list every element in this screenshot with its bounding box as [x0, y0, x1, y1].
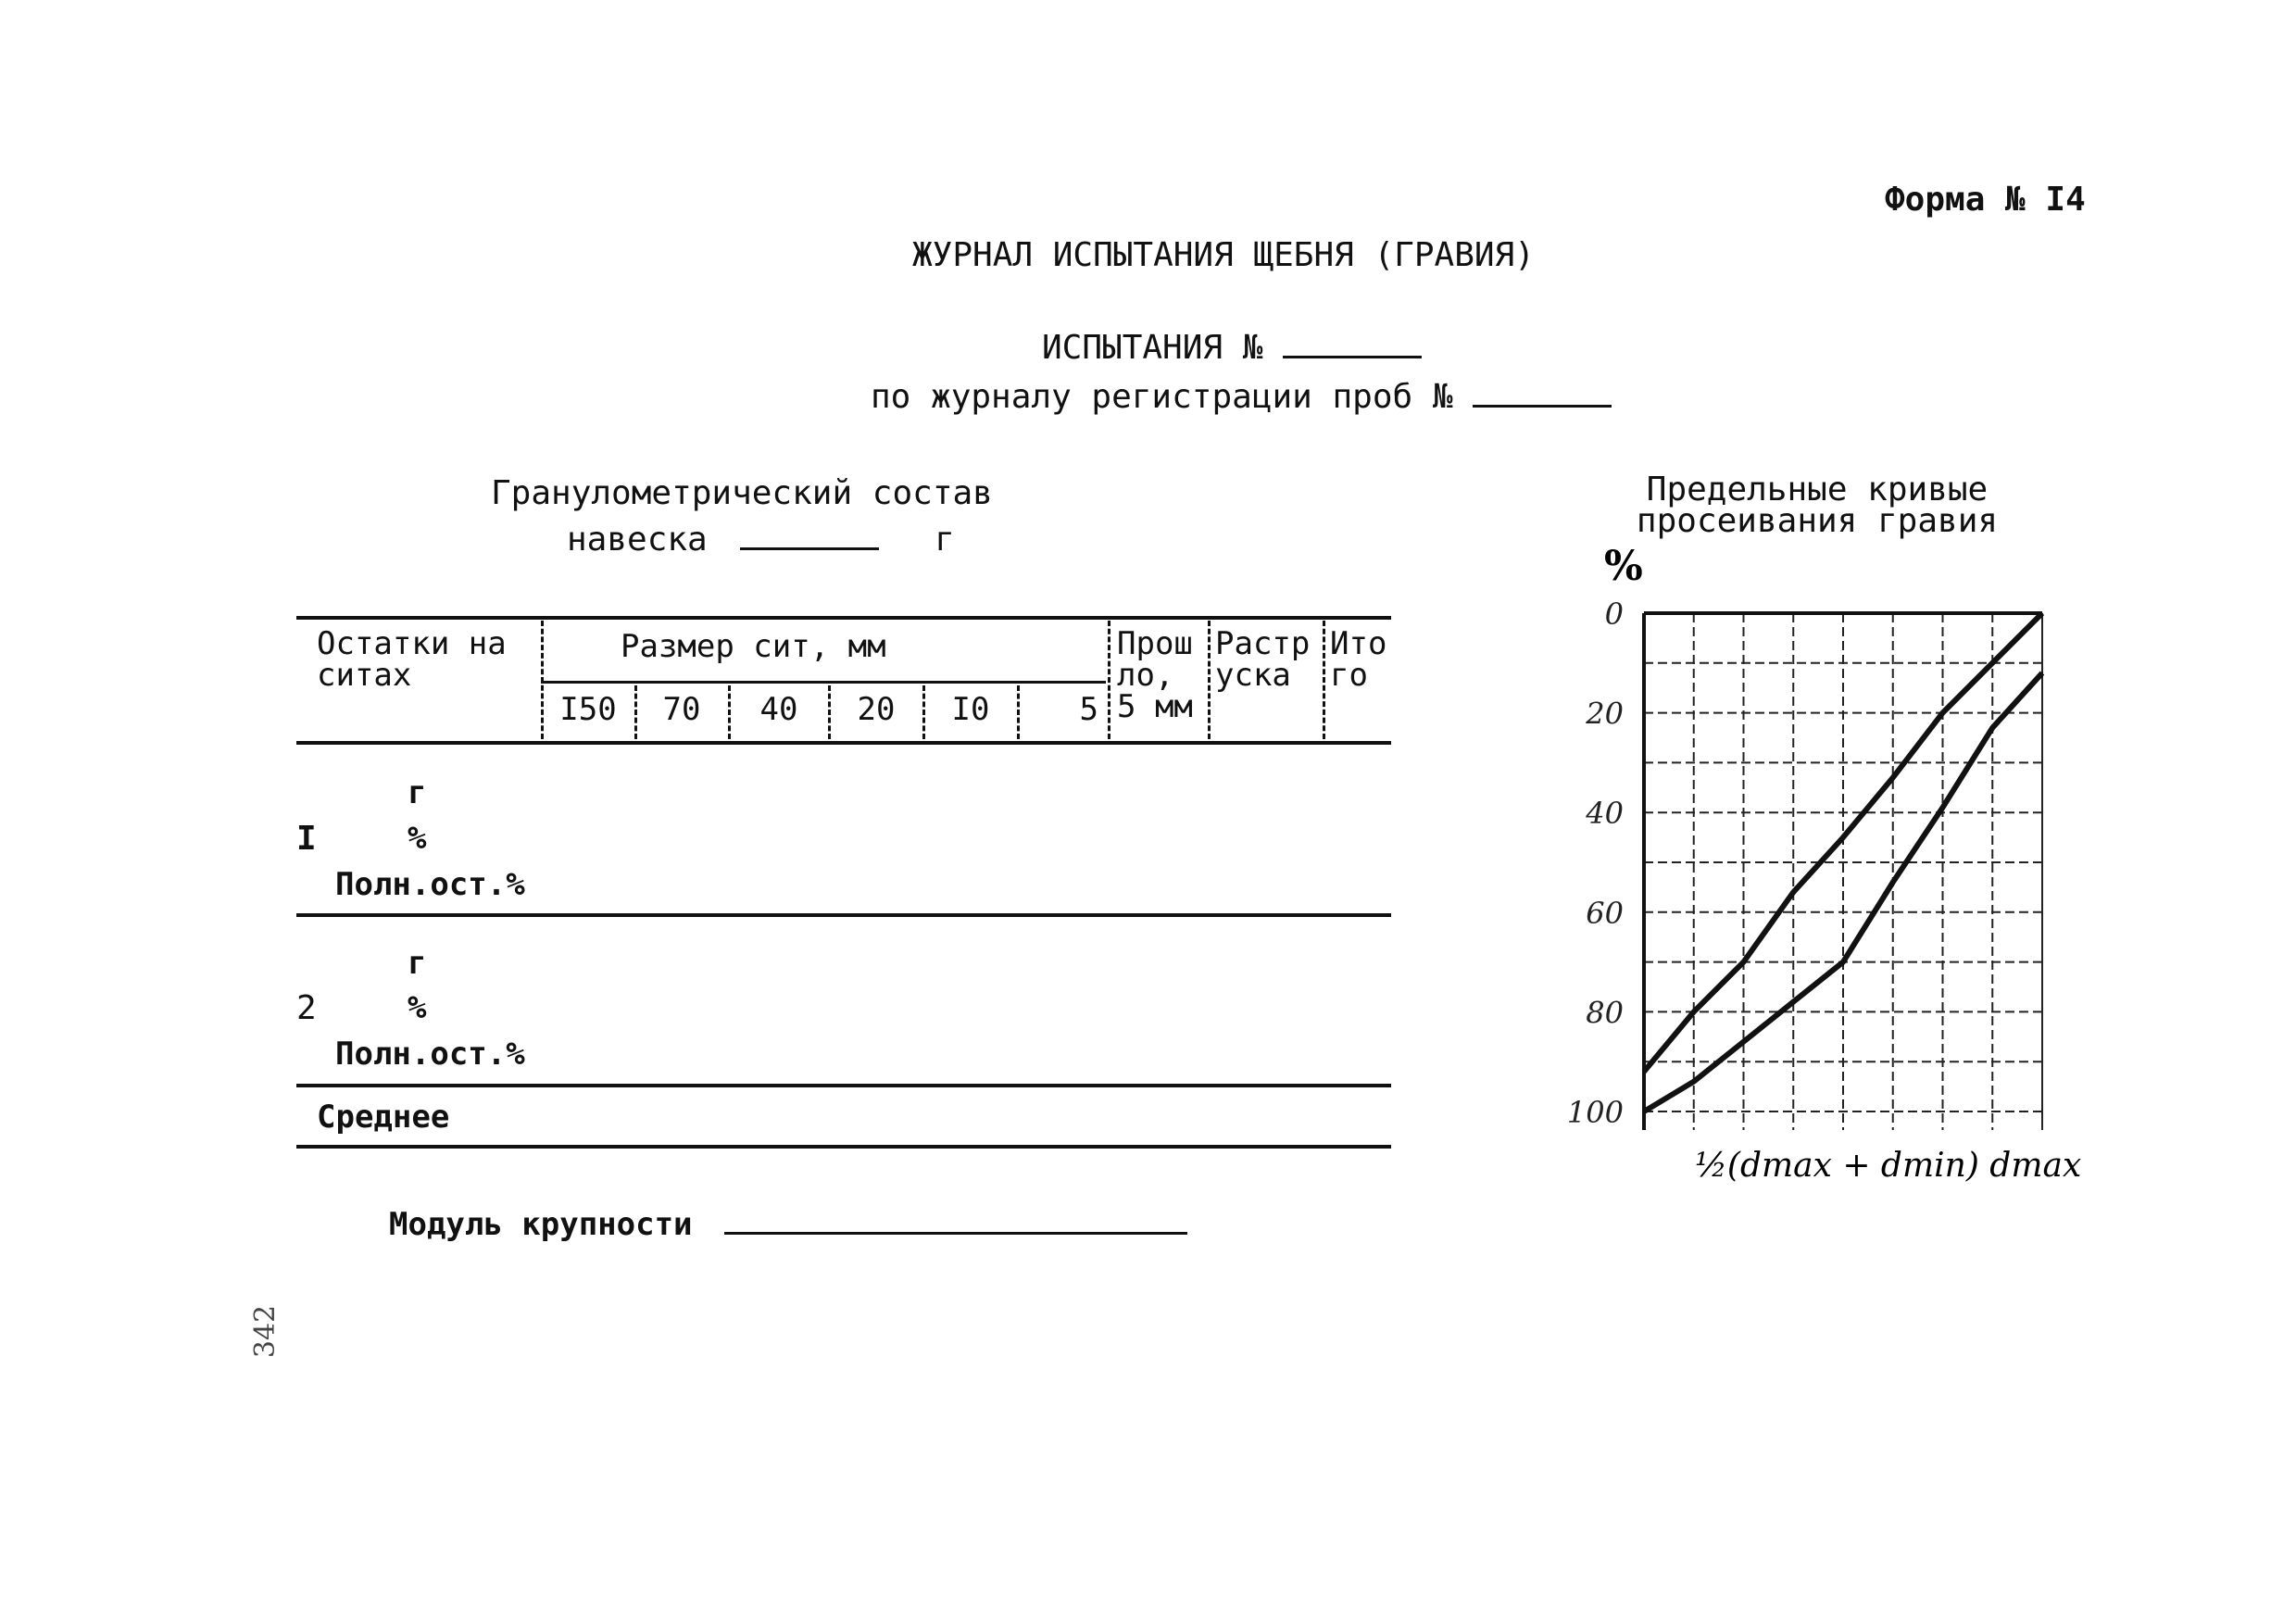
sieve-header-rule	[541, 681, 1106, 684]
data-point	[1743, 961, 1744, 962]
sieve-size: 70	[662, 691, 701, 728]
data-point	[1843, 837, 1844, 838]
registry-number-blank	[1473, 405, 1612, 408]
sieve-size: 20	[857, 691, 896, 728]
y-tick-label: 60	[1586, 895, 1624, 931]
y-tick-label: 0	[1604, 597, 1624, 632]
col-divider	[1108, 621, 1110, 739]
sample-blank	[740, 547, 879, 550]
data-point	[2042, 672, 2043, 673]
form-number: Форма № I4	[1885, 181, 2086, 219]
sieve-size: I50	[559, 691, 617, 728]
row-unit-pct: %	[408, 820, 427, 857]
y-tick-label: 100	[1566, 1095, 1624, 1130]
fineness-modulus-label: Модуль крупности	[389, 1206, 693, 1243]
chart-title: Предельные кривые просеивания гравия	[1636, 471, 1999, 540]
sieve-divider	[634, 685, 637, 739]
data-point	[1992, 662, 1993, 663]
sieve-divider	[922, 685, 925, 739]
average-label: Среднее	[317, 1099, 450, 1136]
row-unit-g: г	[408, 945, 427, 982]
row-unit-g: г	[408, 774, 427, 811]
sieving-limit-chart	[1537, 537, 2167, 1204]
data-point	[1644, 1111, 1645, 1112]
data-point	[1693, 1011, 1694, 1012]
registry-line	[871, 378, 1612, 416]
data-point	[1743, 1041, 1744, 1042]
page-title: ЖУРНАЛ ИСПЫТАНИЯ ЩЕБНЯ (ГРАВИЯ)	[912, 236, 1535, 274]
header-passed: Прошло, 5 мм	[1117, 625, 1193, 725]
sieve-divider	[728, 685, 731, 739]
row-number: I	[296, 820, 317, 858]
sample-label: навеска	[567, 521, 708, 559]
x-axis-label: ½(dmax + dmin) dmax	[1695, 1147, 2082, 1185]
row-full-residue: Полн.ост.%	[335, 1036, 525, 1073]
data-point	[1942, 807, 1943, 808]
y-tick-label: 20	[1586, 696, 1624, 732]
sieve-size: I0	[951, 691, 990, 728]
chart-grid	[1644, 613, 2042, 1130]
registry-label: по журналу регистрации проб №	[871, 378, 1453, 416]
row-rule	[296, 913, 1391, 917]
data-point	[1793, 1001, 1794, 1002]
row-number: 2	[296, 989, 317, 1027]
granulometric-title: Гранулометрический состав	[491, 474, 993, 512]
sample-unit: г	[935, 521, 955, 559]
data-point	[1992, 727, 1993, 728]
y-tick-label: 40	[1586, 796, 1624, 832]
table-top-rule	[296, 616, 1391, 620]
fineness-modulus-line	[389, 1206, 1187, 1243]
header-bottom-rule	[296, 741, 1391, 745]
sample-line	[567, 521, 955, 559]
test-number-line	[1042, 329, 1422, 367]
sieve-size: 5	[1079, 691, 1098, 728]
data-point	[1843, 961, 1844, 962]
data-point	[1693, 1081, 1694, 1082]
sieve-divider	[828, 685, 831, 739]
data-point	[1644, 1071, 1645, 1072]
data-point	[1942, 712, 1943, 713]
chart-ticks	[1567, 597, 1624, 1130]
header-loss: Раструска	[1215, 625, 1311, 694]
y-axis-label: %	[1604, 543, 1643, 590]
data-point	[1892, 777, 1893, 778]
col-divider	[541, 621, 544, 739]
col-divider	[1208, 621, 1211, 739]
row-full-residue: Полн.ост.%	[335, 866, 525, 903]
test-number-label: ИСПЫТАНИЯ №	[1042, 329, 1263, 367]
fineness-modulus-blank	[724, 1232, 1187, 1235]
y-tick-label: 80	[1586, 995, 1624, 1031]
data-point	[1892, 882, 1893, 883]
header-total: Итого	[1330, 625, 1387, 694]
test-number-blank	[1283, 356, 1422, 358]
col-divider	[1323, 621, 1325, 739]
sieve-divider	[1017, 685, 1020, 739]
data-point	[2042, 613, 2043, 614]
data-point	[1793, 892, 1794, 893]
header-residue: Остатки на ситах	[317, 625, 507, 694]
sieve-size: 40	[759, 691, 798, 728]
table-bottom-rule	[296, 1145, 1391, 1149]
page-number: 342	[249, 1304, 282, 1359]
row-rule	[296, 1084, 1391, 1087]
header-sieve-sizes: Размер сит, мм	[621, 628, 886, 665]
row-unit-pct: %	[408, 989, 427, 1026]
